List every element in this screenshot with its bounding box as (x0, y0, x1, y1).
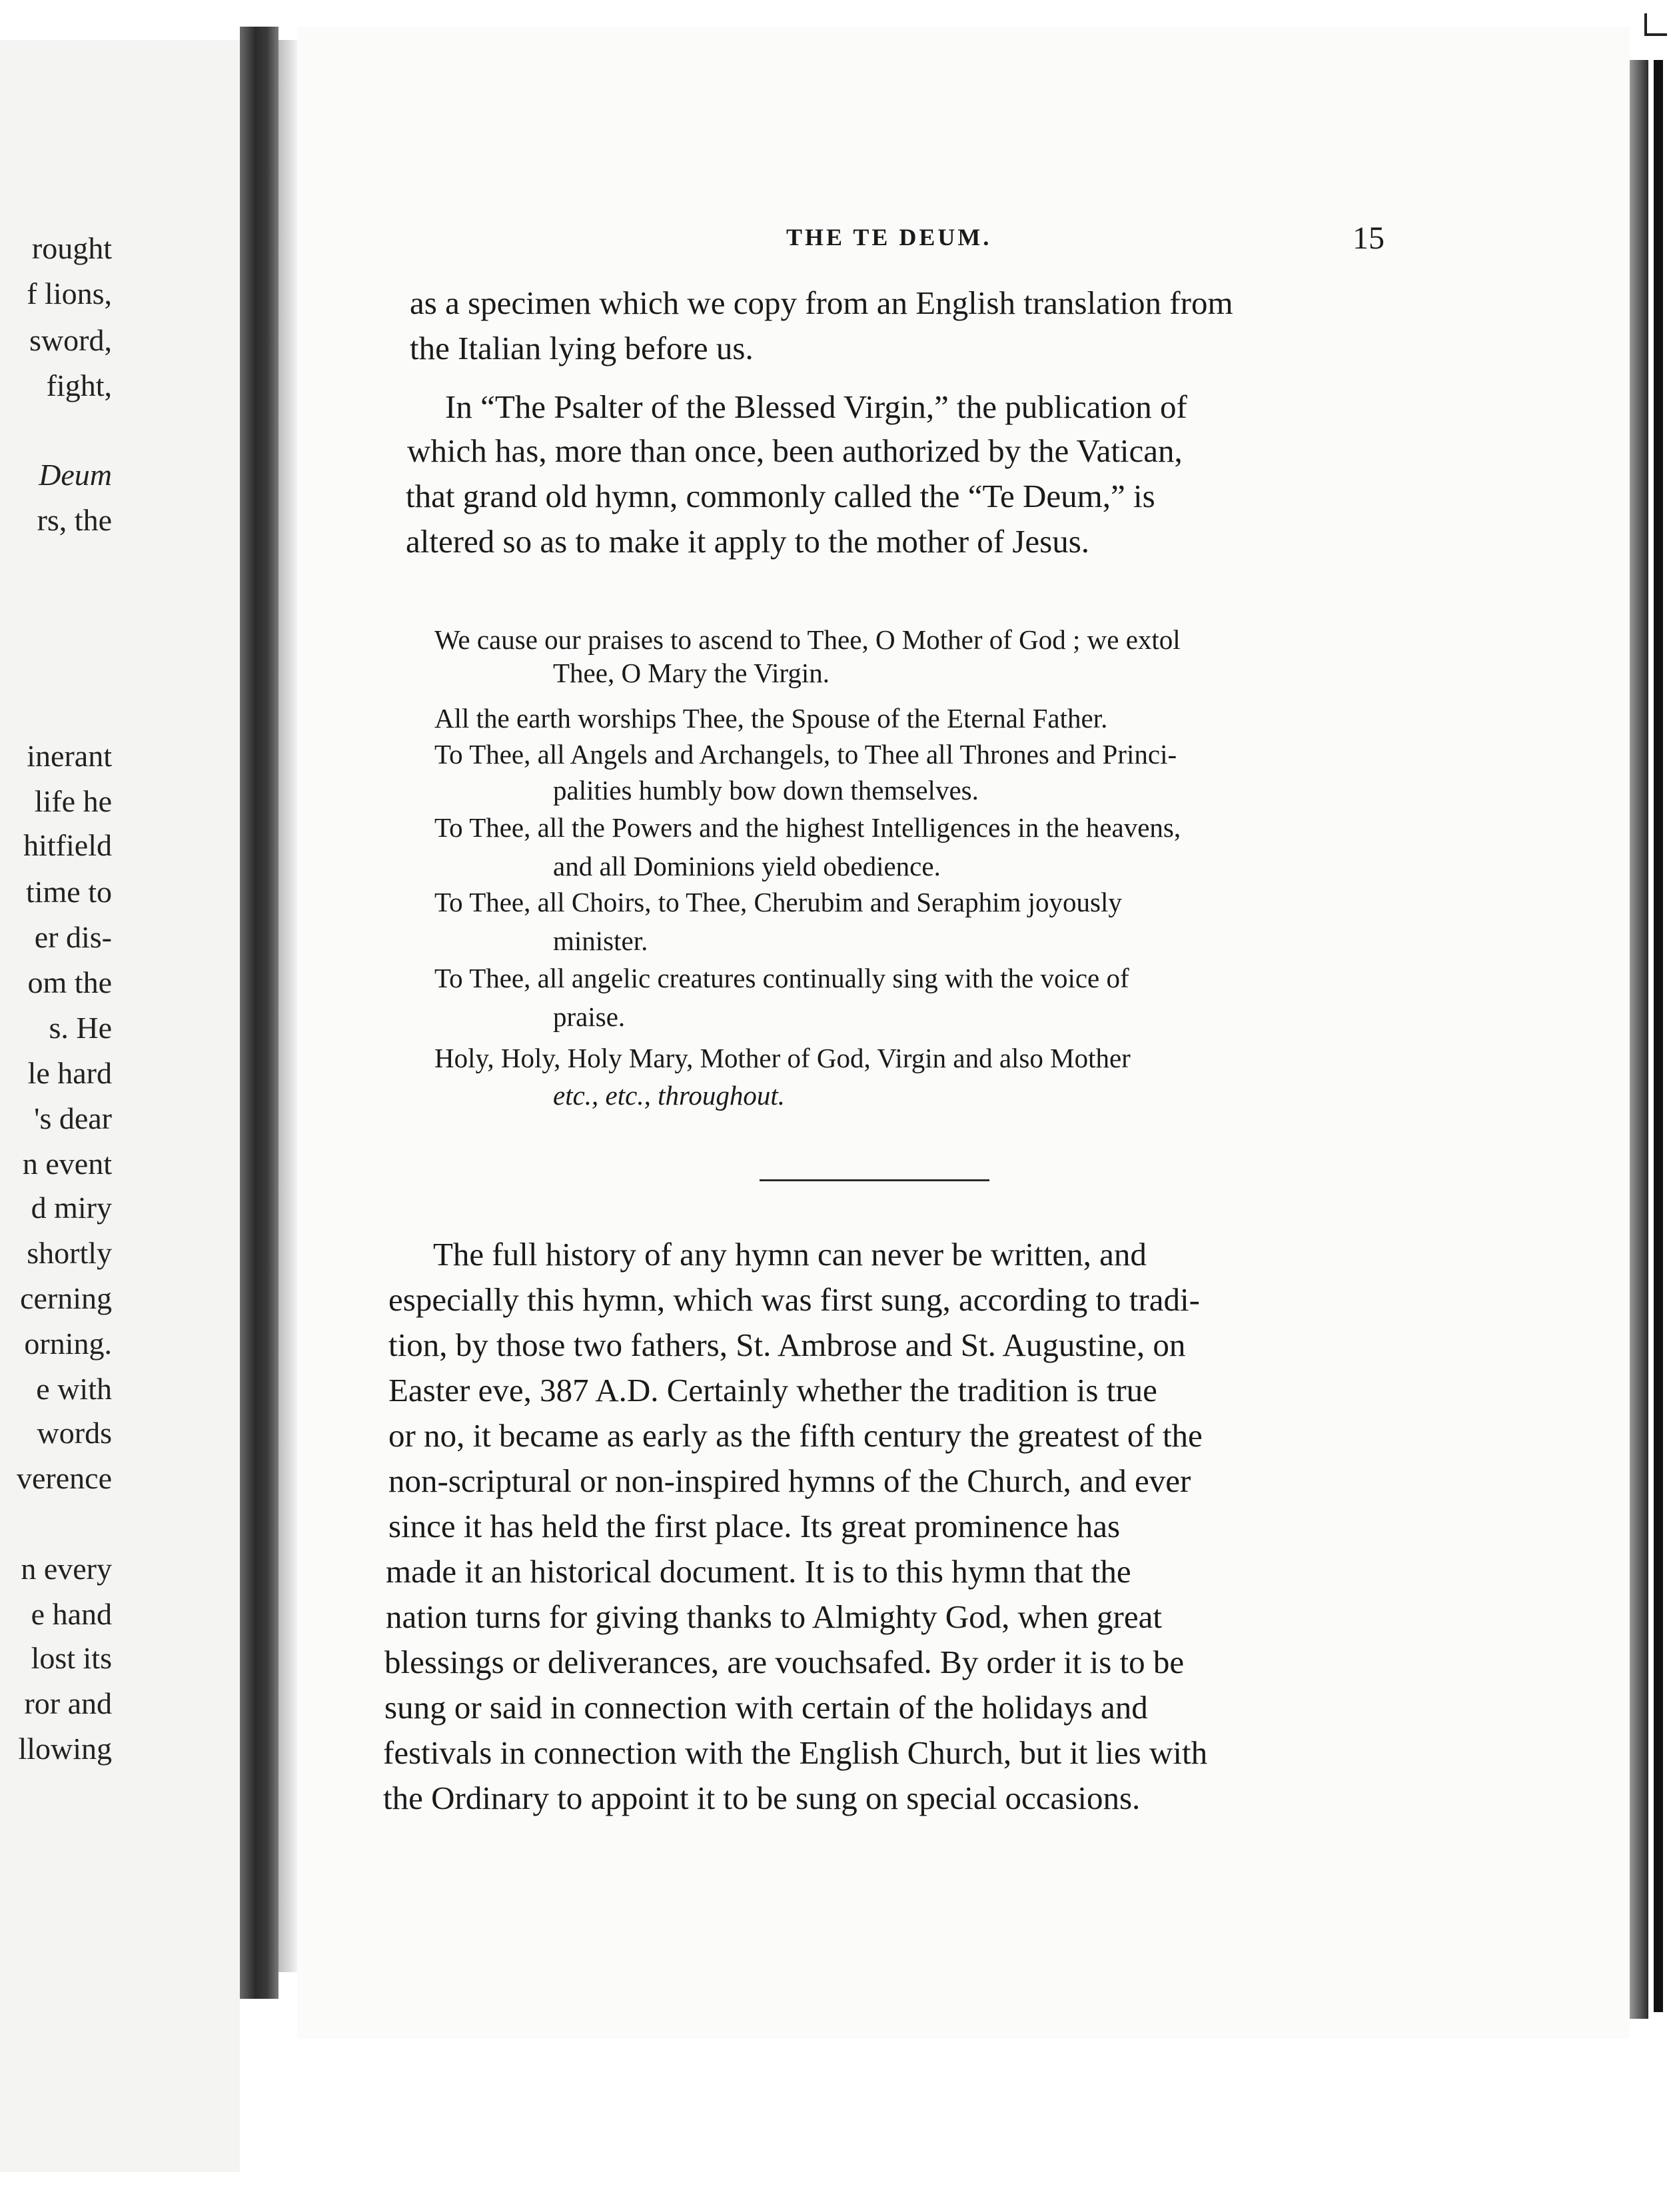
page-edge-bar (1654, 60, 1663, 2012)
body-line: sung or said in connection with certain of the holidays and (384, 1689, 1148, 1726)
left-page-fragment: lost its (31, 1641, 112, 1675)
verse-continuation-line: Thee, O Mary the Virgin. (553, 658, 830, 688)
verse-line: We cause our praises to ascend to Thee, O Mother of God ; we extol (434, 624, 1181, 655)
left-page-fragment: e with (36, 1372, 112, 1406)
body-line: as a specimen which we copy from an English translation from (410, 284, 1233, 321)
left-page-fragment: fight, (46, 368, 112, 402)
body-line: Easter eve, 387 A.D. Certainly whether the tradition is true (388, 1372, 1157, 1408)
left-page-fragment: n every (21, 1552, 112, 1586)
left-page-fragment: n event (22, 1147, 112, 1181)
verse-line: To Thee, all Angels and Archangels, to Thee all Thrones and Princi- (434, 739, 1177, 770)
body-line: tion, by those two fathers, St. Ambrose and St. Augustine, on (388, 1327, 1186, 1363)
verse-line: To Thee, all the Powers and the highest Intelligences in the heavens, (434, 812, 1181, 843)
page-edge-shadow (1630, 60, 1648, 2019)
body-line: especially this hymn, which was first sung, according to tradi- (388, 1281, 1200, 1318)
verse-line: All the earth worships Thee, the Spouse of the Eternal Father. (434, 703, 1108, 734)
body-line: the Italian lying before us. (410, 330, 754, 366)
left-page (0, 40, 240, 2172)
left-page-fragment: verence (17, 1461, 112, 1495)
left-page-fragment: s. He (49, 1011, 112, 1045)
left-page-fragment: orning. (24, 1327, 112, 1361)
verse-continuation-line: and all Dominions yield obedience. (553, 851, 941, 881)
crop-corner-mark (1644, 13, 1667, 36)
body-line: In “The Psalter of the Blessed Virgin,” the publication of (445, 388, 1187, 425)
left-page-fragment: ror and (24, 1686, 112, 1720)
left-page-fragment: rought (31, 231, 112, 265)
left-page-fragment: f lions, (27, 276, 112, 310)
left-page-fragment: e hand (31, 1597, 112, 1631)
body-line: The full history of any hymn can never be written, and (433, 1236, 1147, 1273)
left-page-fragment: le hard (27, 1056, 112, 1090)
gutter-shadow (278, 40, 297, 1972)
verse-continuation-line: etc., etc., throughout. (553, 1080, 786, 1111)
left-page-fragment: life he (34, 784, 112, 818)
body-line: non-scriptural or non-inspired hymns of the Church, and ever (388, 1462, 1191, 1499)
left-page-fragment: words (37, 1416, 112, 1450)
book-gutter (240, 27, 278, 1999)
body-line: blessings or deliverances, are vouchsafed. By order it is to be (384, 1644, 1185, 1680)
left-page-fragment: cerning (20, 1281, 112, 1315)
left-page-fragment: sword, (29, 323, 112, 357)
left-page-fragment: time to (25, 875, 112, 909)
left-page-fragment: 's dear (34, 1101, 112, 1135)
body-line: since it has held the first place. Its great prominence has (388, 1508, 1121, 1544)
left-page-fragment: shortly (27, 1236, 112, 1270)
left-page-fragment: rs, the (37, 503, 112, 537)
running-head: THE TE DEUM. (786, 224, 992, 251)
verse-line: Holy, Holy, Holy Mary, Mother of God, Virgin and also Mother (434, 1043, 1131, 1073)
left-page-fragment: inerant (27, 739, 112, 773)
left-page-fragment: om the (27, 965, 112, 999)
body-line: made it an historical document. It is to this hymn that the (386, 1553, 1131, 1590)
verse-continuation-line: praise. (553, 1001, 626, 1032)
left-page-fragment: hitfield (23, 828, 112, 862)
verse-line: To Thee, all angelic creatures continually sing with the voice of (434, 963, 1129, 993)
body-line: which has, more than once, been authorized by the Vatican, (407, 432, 1183, 469)
left-page-fragment: llowing (18, 1732, 112, 1766)
body-line: altered so as to make it apply to the mother of Jesus. (406, 523, 1090, 560)
body-line: nation turns for giving thanks to Almighty God, when great (386, 1598, 1162, 1635)
section-divider (760, 1179, 989, 1181)
left-page-fragment: er dis- (34, 920, 112, 954)
body-line: the Ordinary to appoint it to be sung on special occasions. (383, 1780, 1141, 1816)
body-line: or no, it became as early as the fifth century the greatest of the (388, 1417, 1203, 1454)
left-page-fragment: Deum (39, 458, 112, 492)
verse-line: To Thee, all Choirs, to Thee, Cherubim and Seraphim joyously (434, 887, 1122, 917)
left-page-fragment: d miry (31, 1191, 112, 1225)
body-line: festivals in connection with the English Church, but it lies with (383, 1734, 1208, 1771)
verse-continuation-line: palities humbly bow down themselves. (553, 775, 979, 806)
verse-continuation-line: minister. (553, 925, 648, 956)
body-line: that grand old hymn, commonly called the “Te Deum,” is (406, 478, 1155, 514)
page-number: 15 (1353, 221, 1385, 256)
